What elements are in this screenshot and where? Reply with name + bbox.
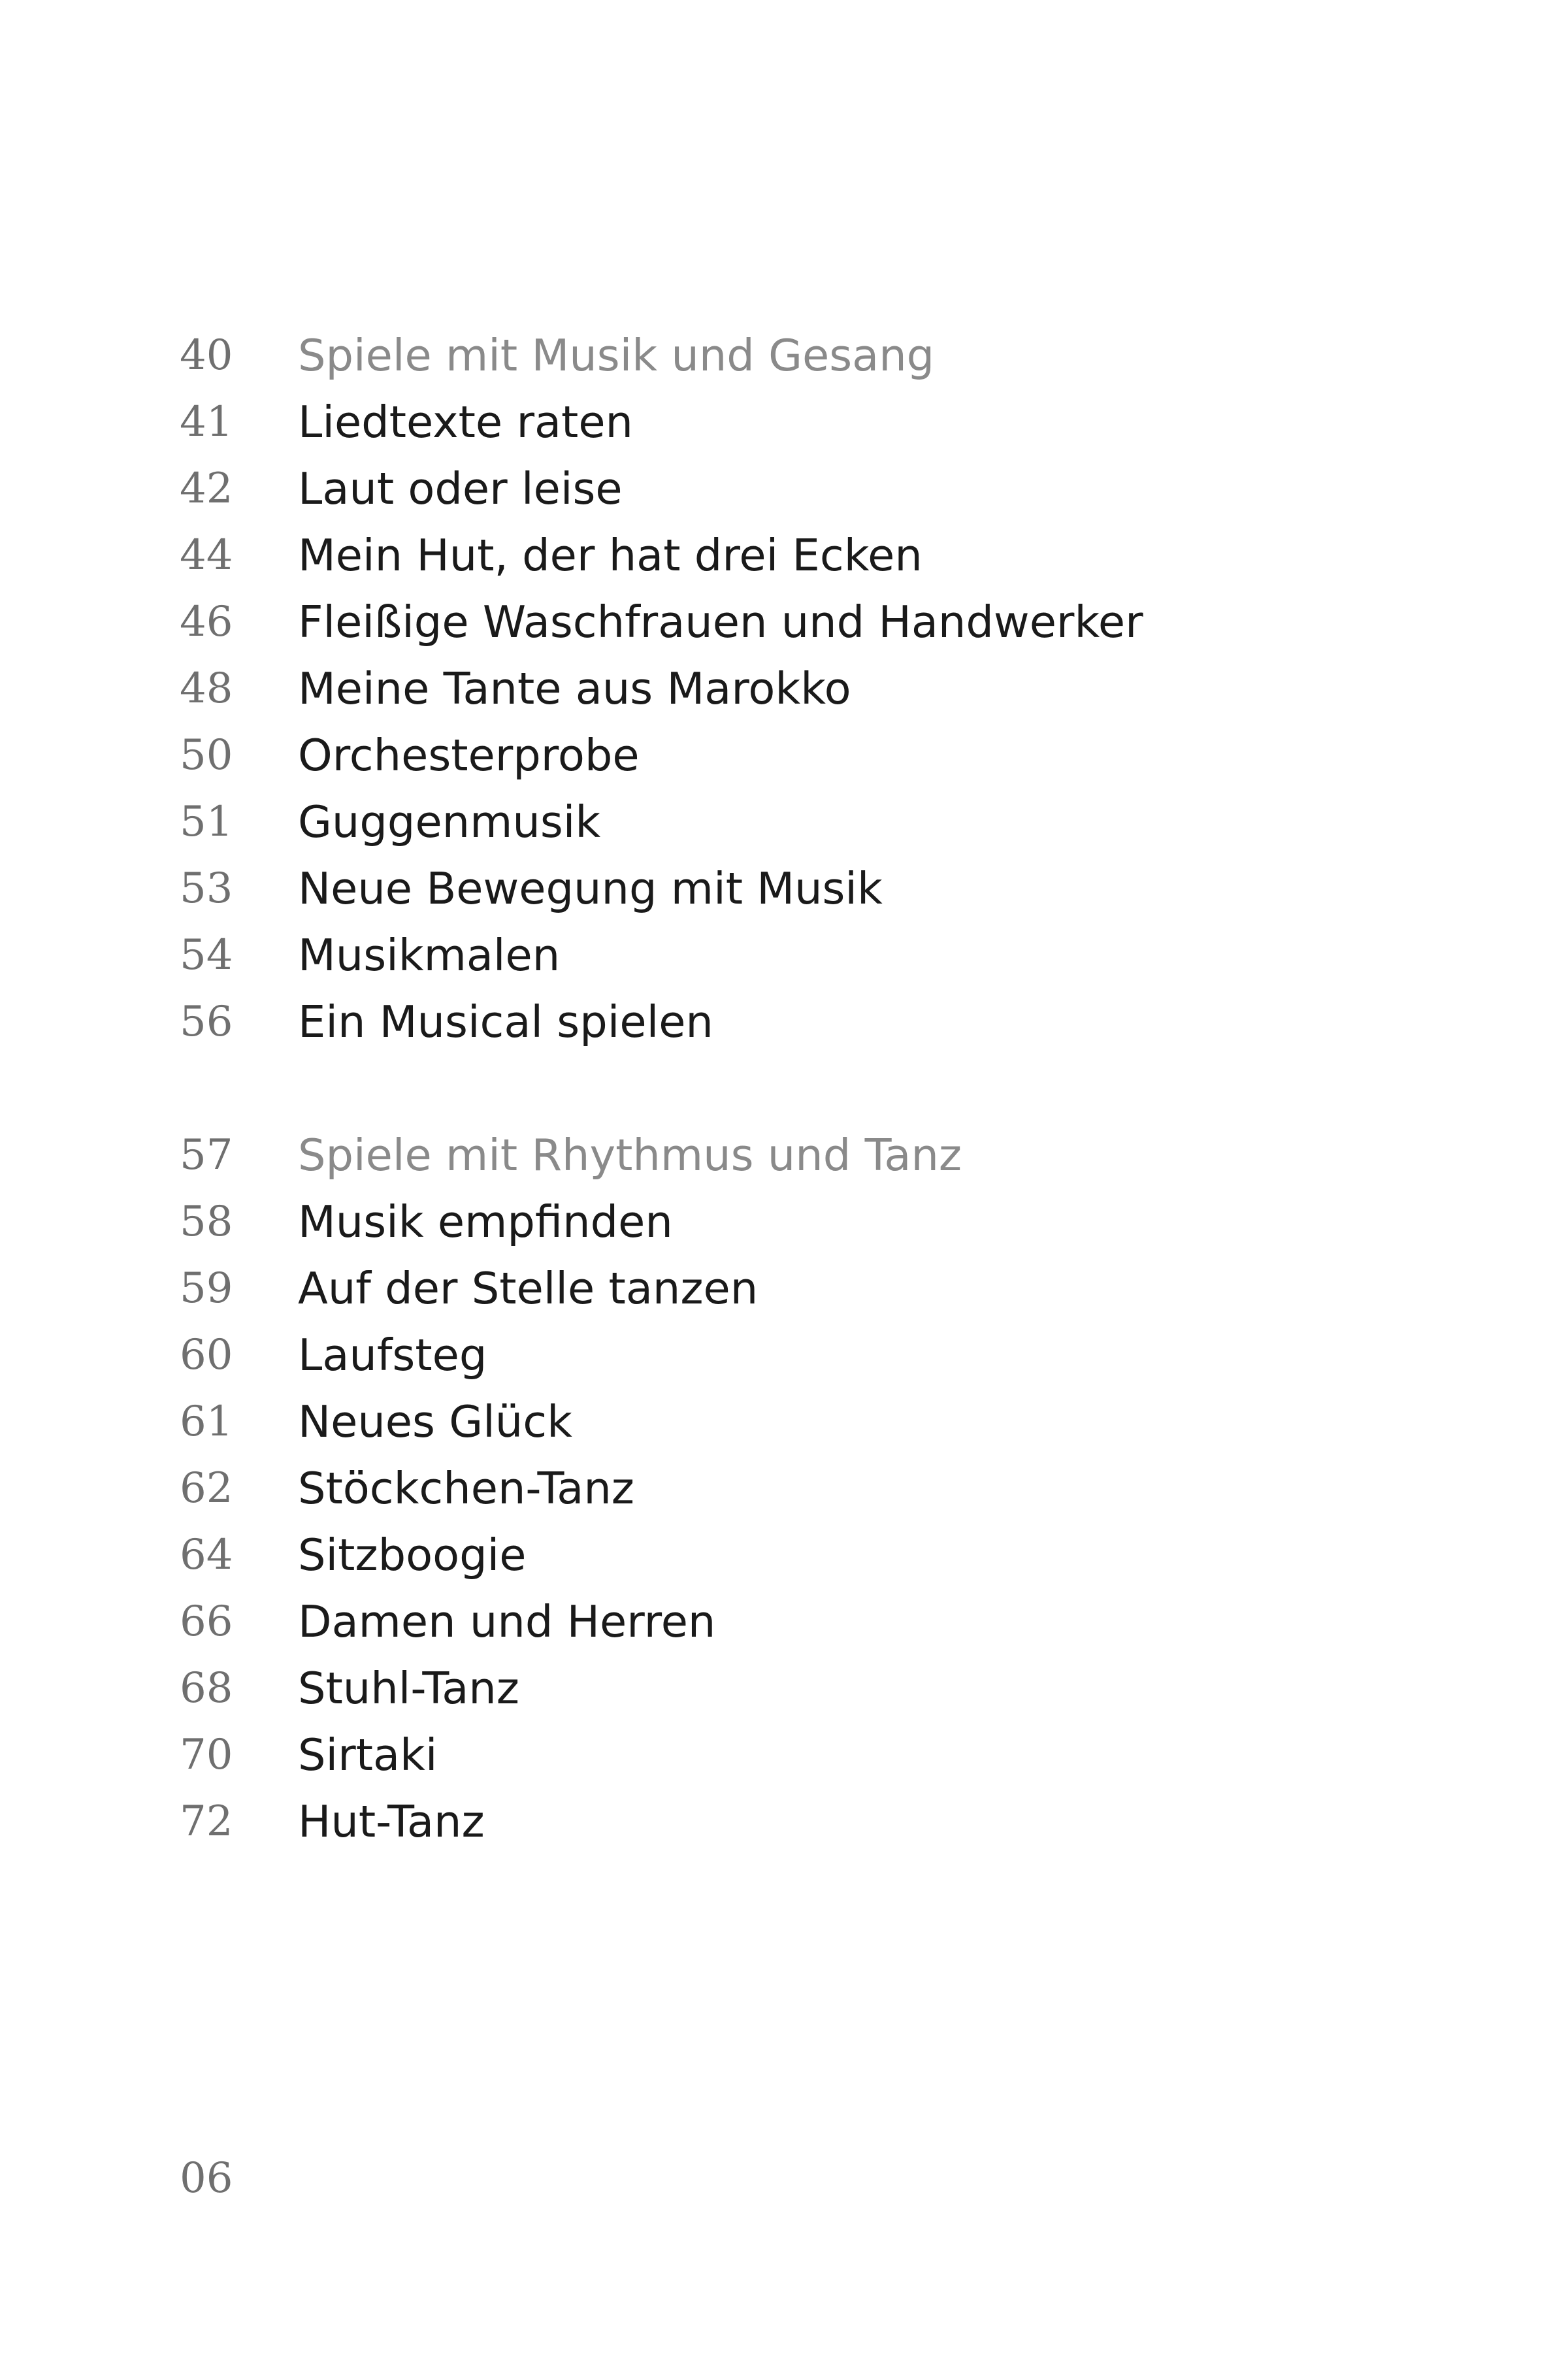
- toc-entry: [0, 989, 1568, 1055]
- entry-page-number: 51: [180, 798, 233, 846]
- entry-page-number: 46: [180, 598, 233, 646]
- toc-entry: [0, 1388, 1568, 1455]
- entry-title: Neue Bewegung mit Musik: [298, 863, 883, 914]
- entry-title: Meine Tante aus Marokko: [298, 663, 851, 714]
- toc-entry: [0, 455, 1568, 522]
- toc-entry: [0, 722, 1568, 789]
- entry-title: Damen und Herren: [298, 1596, 716, 1647]
- toc-entry: [0, 522, 1568, 589]
- entry-page-number: 60: [180, 1331, 233, 1379]
- entry-title: Guggenmusik: [298, 796, 601, 847]
- section-page-number: 57: [180, 1131, 233, 1179]
- entry-page-number: 48: [180, 664, 233, 713]
- entry-page-number: 44: [180, 531, 233, 580]
- entry-page-number: 64: [180, 1531, 233, 1579]
- entry-page-number: 41: [180, 398, 233, 446]
- entry-title: Musik empfinden: [298, 1196, 673, 1247]
- toc-entry: [0, 1322, 1568, 1388]
- entry-title: Laut oder leise: [298, 463, 623, 514]
- entry-title: Sirtaki: [298, 1729, 438, 1780]
- section-title: Spiele mit Rhythmus und Tanz: [298, 1130, 962, 1181]
- entry-title: Sitzboogie: [298, 1530, 527, 1580]
- entry-page-number: 59: [180, 1264, 233, 1313]
- toc-entry: [0, 1255, 1568, 1322]
- entry-page-number: 68: [180, 1664, 233, 1712]
- toc-entry: [0, 1522, 1568, 1588]
- entry-title: Fleißige Waschfrauen und Handwerker: [298, 597, 1143, 647]
- section-heading-musik: [0, 322, 1568, 389]
- section-page-number: 40: [180, 331, 233, 380]
- toc-entry: [0, 589, 1568, 655]
- entry-title: Stuhl-Tanz: [298, 1663, 519, 1714]
- entry-title: Orchesterprobe: [298, 730, 640, 781]
- entry-page-number: 62: [180, 1464, 233, 1513]
- toc-entry: [0, 389, 1568, 455]
- entry-page-number: 53: [180, 864, 233, 913]
- entry-title: Stöckchen-Tanz: [298, 1463, 634, 1514]
- section-heading-tanz: [0, 1122, 1568, 1188]
- entry-page-number: 54: [180, 931, 233, 979]
- entry-title: Ein Musical spielen: [298, 996, 713, 1047]
- toc-entry: [0, 922, 1568, 989]
- entry-page-number: 42: [180, 465, 233, 513]
- entry-page-number: 50: [180, 731, 233, 779]
- entry-title: Neues Glück: [298, 1396, 572, 1447]
- toc-entry: [0, 1788, 1568, 1855]
- entry-title: Hut-Tanz: [298, 1796, 485, 1847]
- entry-title: Mein Hut, der hat drei Ecken: [298, 530, 923, 581]
- toc-entry: [0, 655, 1568, 722]
- toc-entry: [0, 1588, 1568, 1655]
- entry-title: Auf der Stelle tanzen: [298, 1263, 759, 1314]
- entry-page-number: 66: [180, 1597, 233, 1646]
- entry-page-number: 70: [180, 1731, 233, 1779]
- toc-entry: [0, 1655, 1568, 1722]
- toc-entry: [0, 1188, 1568, 1255]
- page-number: 06: [180, 2154, 233, 2202]
- entry-page-number: 72: [180, 1797, 233, 1846]
- entry-title: Liedtexte raten: [298, 397, 634, 448]
- entry-page-number: 58: [180, 1198, 233, 1246]
- entry-page-number: 61: [180, 1398, 233, 1446]
- toc-entry: [0, 855, 1568, 922]
- toc-entry: [0, 789, 1568, 855]
- entry-page-number: 56: [180, 998, 233, 1046]
- toc-entry: [0, 1455, 1568, 1522]
- entry-title: Laufsteg: [298, 1330, 487, 1381]
- toc-entry: [0, 1722, 1568, 1788]
- entry-title: Musikmalen: [298, 930, 561, 981]
- section-title: Spiele mit Musik und Gesang: [298, 330, 935, 381]
